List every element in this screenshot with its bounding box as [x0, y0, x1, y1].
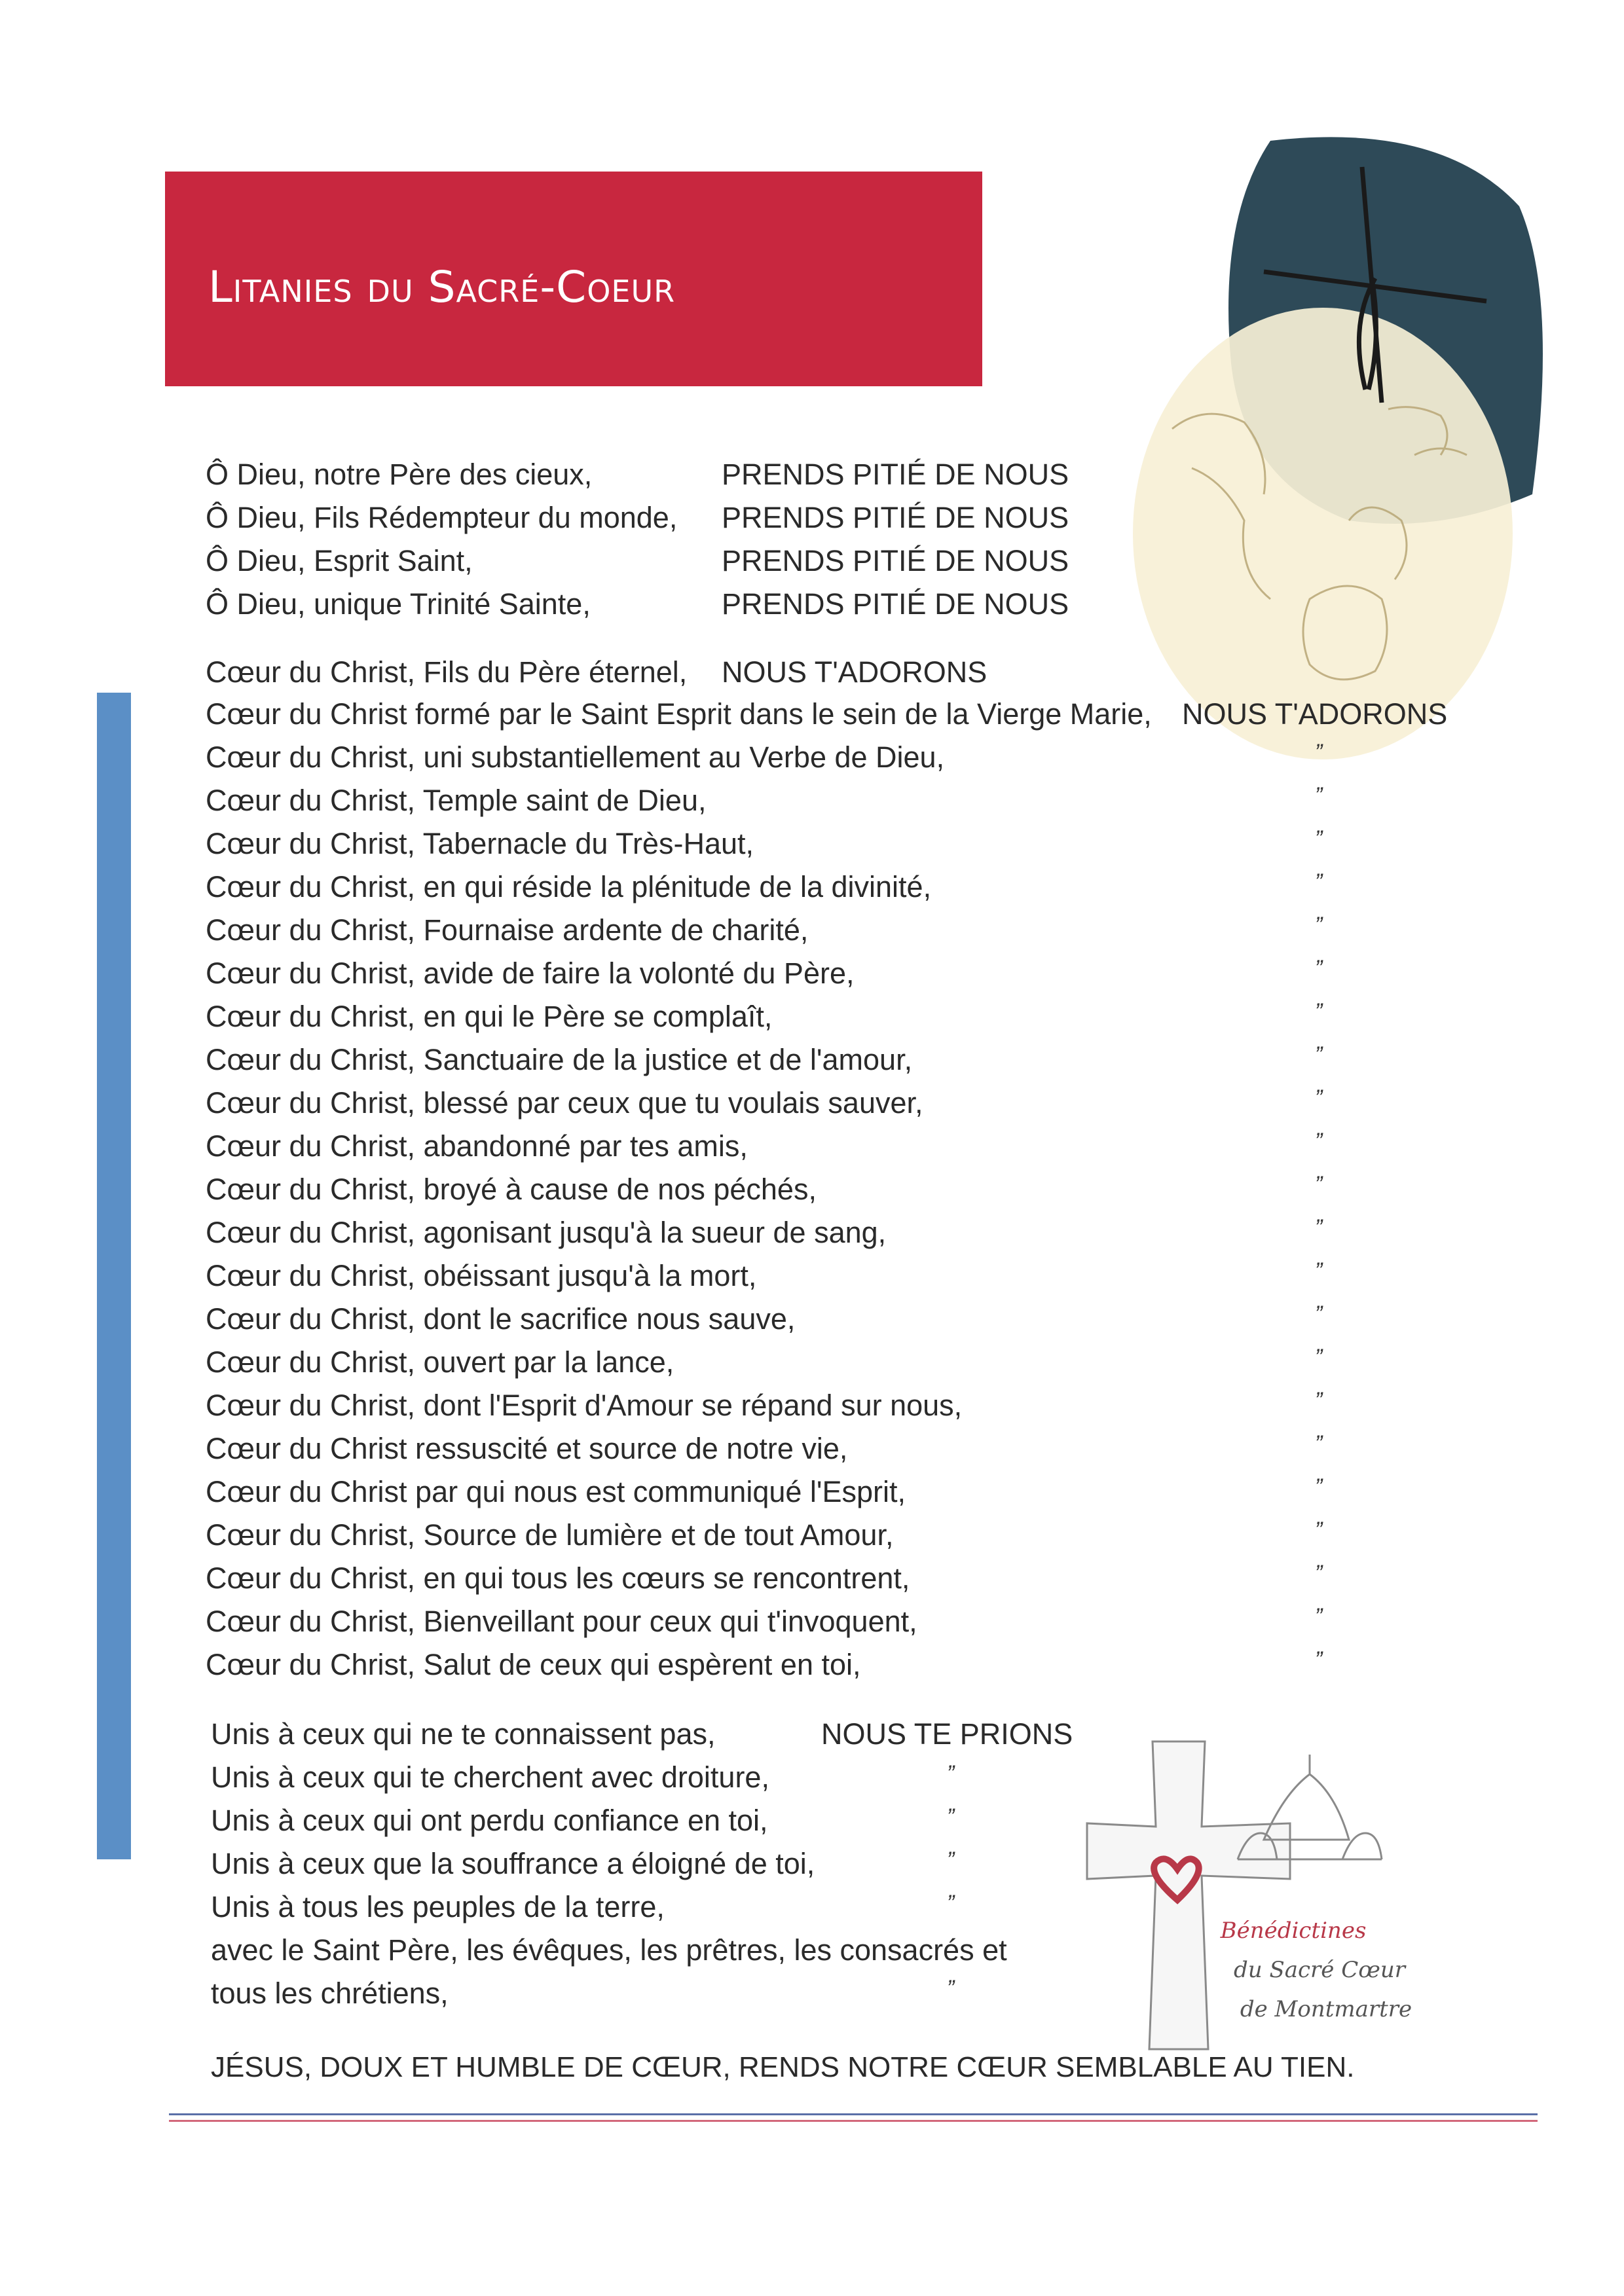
invocation: Unis à ceux que la souffrance a éloigné de toi,: [211, 1847, 815, 1880]
ditto-mark: ”: [1315, 999, 1323, 1024]
invocation: Cœur du Christ, Tabernacle du Très-Haut,: [206, 827, 754, 860]
invocation: Cœur du Christ, Salut de ceux qui espèrent en toi,: [206, 1648, 861, 1681]
ditto-mark: ”: [1315, 1172, 1323, 1197]
response: NOUS T'ADORONS: [1182, 697, 1448, 731]
logo-text-line1: Bénédictines: [1220, 1918, 1367, 1944]
invocation: avec le Saint Père, les évêques, les prêtres, les consacrés et: [211, 1933, 1007, 1967]
ditto-mark: ”: [947, 1804, 955, 1829]
ditto-mark: ”: [1315, 1129, 1323, 1154]
title-banner: [165, 172, 982, 386]
ditto-mark: ”: [1315, 1647, 1323, 1672]
invocation: Cœur du Christ, en qui réside la plénitude de la divinité,: [206, 870, 932, 903]
invocation: Cœur du Christ, dont le sacrifice nous sauve,: [206, 1302, 796, 1336]
ditto-mark: ”: [1315, 1388, 1323, 1413]
invocation: Cœur du Christ, obéissant jusqu'à la mort,: [206, 1259, 757, 1292]
footer-rule: [169, 2120, 1538, 2122]
invocation: Cœur du Christ par qui nous est communiqué l'Esprit,: [206, 1475, 906, 1508]
invocation: Cœur du Christ, Source de lumière et de tout Amour,: [206, 1518, 894, 1552]
ditto-mark: ”: [1315, 1518, 1323, 1542]
invocation: Cœur du Christ, agonisant jusqu'à la sueur de sang,: [206, 1216, 887, 1249]
ditto-mark: ”: [1315, 1085, 1323, 1110]
invocation: Ô Dieu, Fils Rédempteur du monde,: [206, 501, 678, 534]
footer-rule: [169, 2113, 1538, 2115]
invocation: Cœur du Christ, avide de faire la volonté du Père,: [206, 957, 855, 990]
invocation: Cœur du Christ ressuscité et source de notre vie,: [206, 1432, 848, 1465]
closing-prayer: JÉSUS, DOUX ET HUMBLE DE CŒUR, RENDS NOTRE CŒUR SEMBLABLE AU TIEN.: [211, 2051, 1355, 2083]
invocation: Cœur du Christ, Temple saint de Dieu,: [206, 784, 707, 817]
ditto-mark: ”: [1315, 1345, 1323, 1370]
invocation: Cœur du Christ, Fournaise ardente de charité,: [206, 913, 809, 947]
page-title: Litanies du Sacré-Coeur: [208, 262, 676, 312]
ditto-mark: ”: [947, 1848, 955, 1872]
ditto-mark: ”: [1315, 1258, 1323, 1283]
ditto-mark: ”: [1315, 1604, 1323, 1629]
ditto-mark: ”: [1315, 1431, 1323, 1456]
response: NOUS T'ADORONS: [722, 655, 987, 689]
ditto-mark: ”: [1315, 1561, 1323, 1586]
invocation: Cœur du Christ, en qui le Père se complaît,: [206, 1000, 773, 1033]
response: PRENDS PITIÉ DE NOUS: [722, 544, 1069, 577]
invocation: Cœur du Christ, abandonné par tes amis,: [206, 1129, 748, 1163]
ditto-mark: ”: [1315, 869, 1323, 894]
invocation: Unis à tous les peuples de la terre,: [211, 1890, 665, 1923]
invocation: Unis à ceux qui ont perdu confiance en toi,: [211, 1804, 768, 1837]
ditto-mark: ”: [1315, 783, 1323, 808]
ditto-mark: ”: [1315, 956, 1323, 981]
invocation: Cœur du Christ, ouvert par la lance,: [206, 1345, 674, 1379]
ditto-mark: ”: [947, 1976, 955, 2001]
response: NOUS TE PRIONS: [821, 1717, 1073, 1751]
invocation: Cœur du Christ, broyé à cause de nos péchés,: [206, 1173, 817, 1206]
response: PRENDS PITIÉ DE NOUS: [722, 587, 1069, 621]
benedictines-logo: [1074, 1728, 1480, 2062]
invocation: Cœur du Christ, blessé par ceux que tu voulais sauver,: [206, 1086, 923, 1120]
sketch-oval: [1133, 308, 1513, 759]
ditto-mark: ”: [1315, 1474, 1323, 1499]
invocation: Cœur du Christ, dont l'Esprit d'Amour se répand sur nous,: [206, 1389, 963, 1422]
logo-text-line3: de Montmartre: [1240, 1996, 1412, 2022]
response: PRENDS PITIÉ DE NOUS: [722, 458, 1069, 491]
side-decorative-bar: [97, 693, 131, 1859]
invocation: tous les chrétiens,: [211, 1977, 449, 2010]
ditto-mark: ”: [1315, 1215, 1323, 1240]
invocation: Unis à ceux qui ne te connaissent pas,: [211, 1717, 716, 1751]
response: PRENDS PITIÉ DE NOUS: [722, 501, 1069, 534]
ditto-mark: ”: [947, 1761, 955, 1786]
invocation: Unis à ceux qui te cherchent avec droiture,: [211, 1760, 769, 1794]
invocation: Cœur du Christ, en qui tous les cœurs se rencontrent,: [206, 1561, 910, 1595]
invocation: Cœur du Christ, Sanctuaire de la justice et de l'amour,: [206, 1043, 913, 1076]
invocation: Cœur du Christ formé par le Saint Esprit dans le sein de la Vierge Marie,: [206, 697, 1152, 731]
ditto-mark: ”: [1315, 913, 1323, 938]
invocation: Ô Dieu, Esprit Saint,: [206, 544, 473, 577]
invocation: Cœur du Christ, Bienveillant pour ceux qui t'invoquent,: [206, 1605, 917, 1638]
ditto-mark: ”: [1315, 1302, 1323, 1326]
invocation: Cœur du Christ, uni substantiellement au Verbe de Dieu,: [206, 740, 945, 774]
invocation: Cœur du Christ, Fils du Père éternel,: [206, 655, 688, 689]
ditto-mark: ”: [947, 1891, 955, 1916]
ditto-mark: ”: [1315, 740, 1323, 765]
logo-text-line2: du Sacré Cœur: [1233, 1957, 1406, 1983]
ditto-mark: ”: [1315, 826, 1323, 851]
invocation: Ô Dieu, unique Trinité Sainte,: [206, 587, 591, 621]
ditto-mark: ”: [1315, 1042, 1323, 1067]
invocation: Ô Dieu, notre Père des cieux,: [206, 458, 593, 491]
